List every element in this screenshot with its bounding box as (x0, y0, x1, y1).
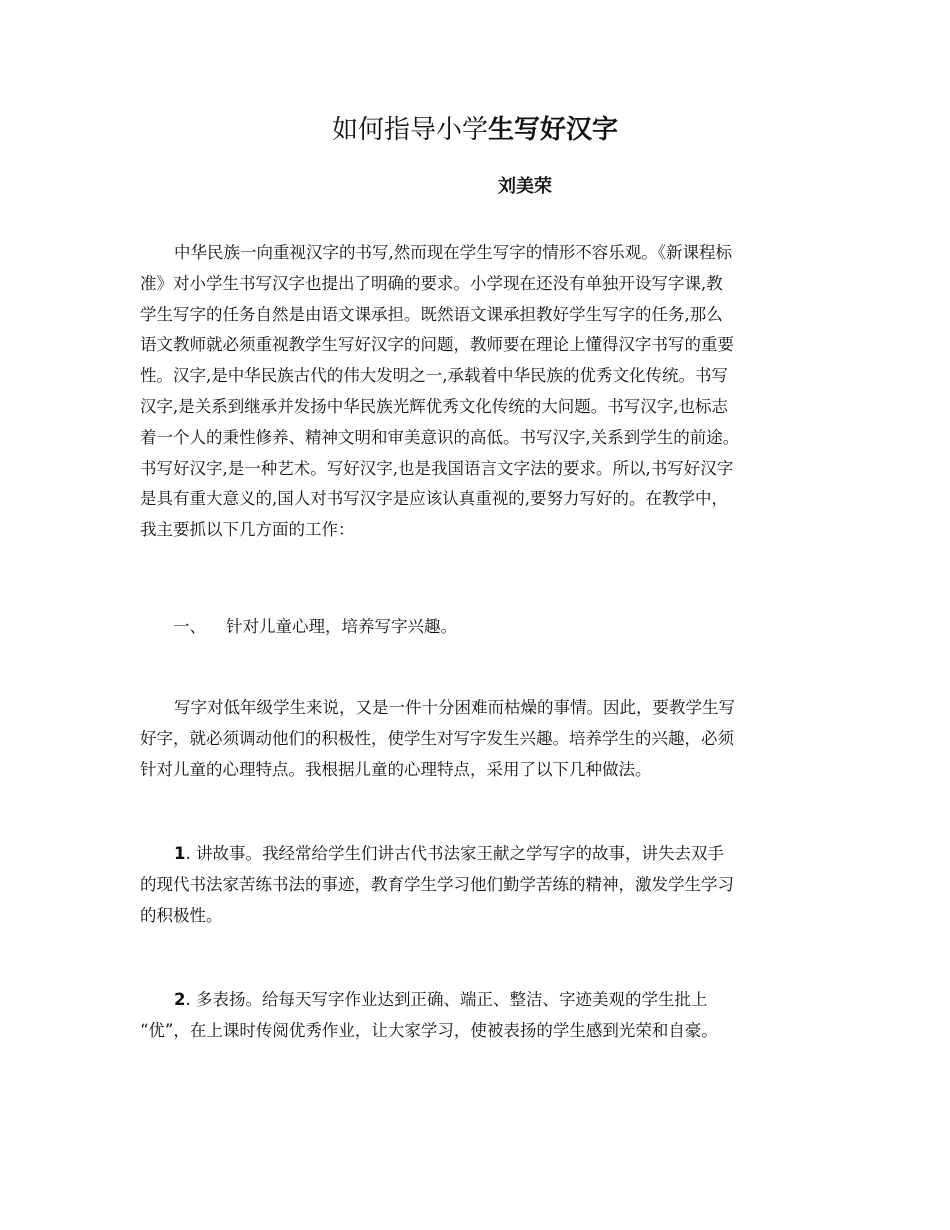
paragraph-line: 准》对小学生书写汉字也提出了明确的要求。小学现在还没有单独开设写字课,教 (140, 273, 723, 293)
paragraph-line: 着一个人的秉性修养、精神文明和审美意识的高低。书写汉字,关系到学生的前途。 (140, 427, 740, 447)
item-number: 1 (174, 844, 186, 863)
paragraph-line: 的积极性。 (140, 905, 223, 925)
paragraph-line: 好字，就必须调动他们的积极性，使学生对写字发生兴趣。培养学生的兴趣，必须 (140, 728, 734, 748)
paragraph-line: 书写好汉字,是一种艺术。写好汉字,也是我国语言文字法的要求。所以,书写好汉字 (140, 458, 734, 478)
item-first-line-text: . 多表扬。给每天写字作业达到正确、端正、整洁、字迹美观的学生批上 (185, 990, 708, 1009)
paragraph-line: 是具有重大意义的,国人对书写汉字是应该认真重视的,要努力写好的。在教学中， (140, 489, 728, 509)
intro-paragraph (140, 238, 840, 546)
title-bold-part: 生写好汉字 (488, 115, 619, 145)
section-heading-1 (140, 612, 840, 643)
paragraph-line: 语文教师就必须重视教学生写好汉字的问题，教师要在理论上懂得汉字书写的重要 (140, 335, 734, 355)
paragraph-line: 我主要抓以下几方面的工作： (140, 520, 355, 540)
section-heading-text: 针对儿童心理，培养写字兴趣。 (226, 617, 457, 636)
document-title (0, 110, 950, 150)
paragraph-line: “优”，在上课时传阅优秀作业，让大家学习，使被表扬的学生感到光荣和自豪。 (140, 1020, 718, 1040)
item-first-line-text: . 讲故事。我经常给学生们讲古代书法家王献之学写字的故事，讲失去双手 (185, 844, 724, 863)
paragraph-line: 的现代书法家苦练书法的事迹，教育学生学习他们勤学苦练的精神，激发学生学习 (140, 874, 734, 894)
paragraph-line: 学生写字的任务自然是由语文课承担。既然语文课承担教好学生写字的任务,那么 (140, 304, 723, 324)
paragraph-line: 写字对低年级学生来说，又是一件十分困难而枯燥的事情。因此，要教学生写 (174, 698, 735, 717)
section-heading-line (140, 612, 840, 643)
section1-paragraph (140, 693, 840, 785)
item-1-paragraph (140, 839, 840, 931)
author-name: 刘美荣 (498, 176, 552, 197)
item-2-paragraph (140, 985, 840, 1047)
paragraph-line (140, 839, 840, 870)
paragraph-line: 性。汉字,是中华民族古代的伟大发明之一,承载着中华民族的优秀文化传统。书写 (140, 366, 728, 386)
paragraph-line: 中华民族一向重视汉字的书写,然而现在学生写字的情形不容乐观。《新课程标 (174, 243, 732, 262)
section-marker: 一、 (173, 617, 206, 636)
title-regular-part: 如何指导小学 (331, 115, 488, 145)
paragraph-line: 汉字,是关系到继承并发扬中华民族光辉优秀文化传统的大问题。书写汉字,也标志 (140, 396, 728, 416)
paragraph-line: 针对儿童的心理特点。我根据儿童的心理特点，采用了以下几种做法。 (140, 759, 652, 779)
paragraph-line (140, 985, 840, 1016)
item-number: 2 (174, 990, 186, 1009)
